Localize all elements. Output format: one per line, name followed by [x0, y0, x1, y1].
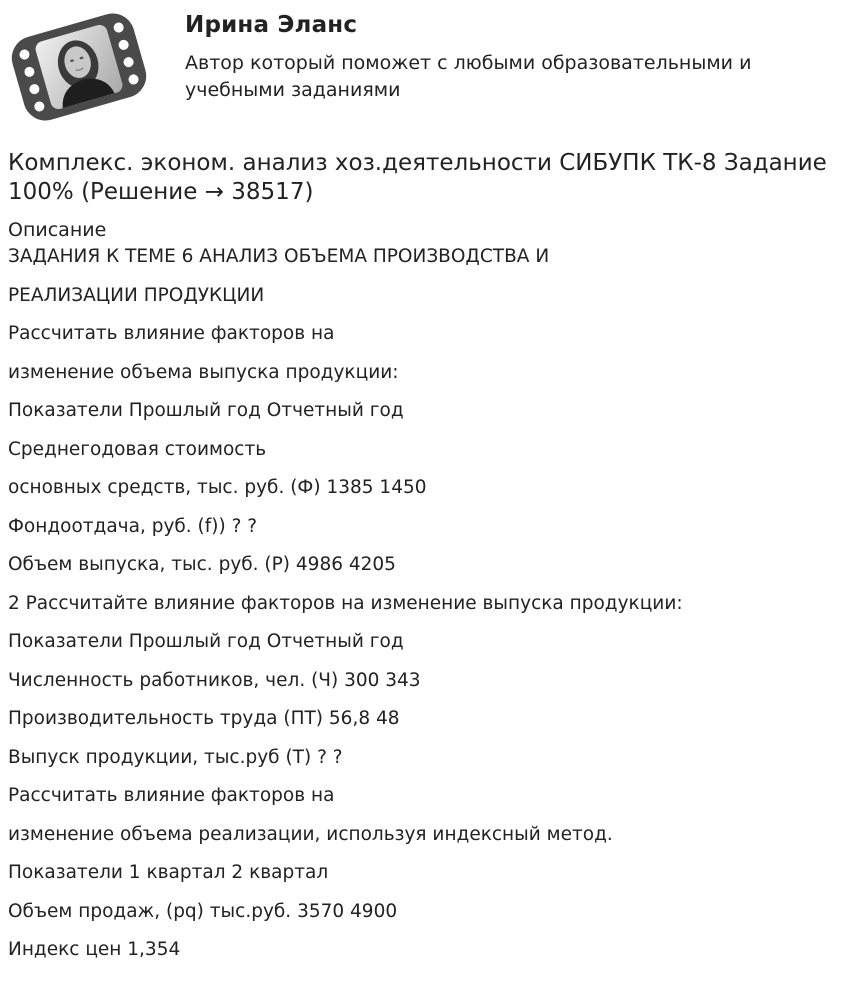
- description-line: изменение объема выпуска продукции:: [8, 361, 399, 383]
- description-line: ЗАДАНИЯ К ТЕМЕ 6 АНАЛИЗ ОБЪЕМА ПРОИЗВОДСТВА И: [8, 246, 550, 267]
- description-line: Рассчитать влияние факторов на: [8, 785, 335, 806]
- description-line: изменение объема реализации, используя индексный метод.: [8, 823, 613, 845]
- description-line: 2 Рассчитайте влияние факторов на изменение выпуска продукции:: [8, 592, 683, 614]
- description-body: [8, 243, 843, 975]
- page-title: Комплекс. эконом. анализ хоз.деятельности СИБУПК ТК-8 Задание 100% (Решение → 38517): [8, 150, 827, 205]
- description-line: основных средств, тыс. руб. (Ф) 1385 1450: [8, 477, 427, 498]
- description-line: Показатели Прошлый год Отчетный год: [8, 631, 404, 652]
- description-label: Описание: [8, 219, 107, 241]
- description-line: Объем выпуска, тыс. руб. (Р) 4986 4205: [8, 554, 396, 575]
- description-line: Выпуск продукции, тыс.руб (Т) ? ?: [8, 746, 343, 768]
- author-header: [0, 0, 847, 140]
- description-line: Фондоотдача, руб. (f)) ? ?: [8, 515, 258, 537]
- description-line: Рассчитать влияние факторов на: [8, 323, 335, 344]
- description-line: Среднегодовая стоимость: [8, 438, 267, 460]
- description-line: Показатели Прошлый год Отчетный год: [8, 400, 404, 421]
- author-name[interactable]: Ирина Эланс: [185, 12, 358, 38]
- description-line: Объем продаж, (pq) тыс.руб. 3570 4900: [8, 900, 398, 922]
- description-line: Индекс цен 1,354: [8, 939, 181, 960]
- author-description: Автор который поможет с любыми образовательными и учебными заданиями: [185, 52, 752, 101]
- description-line: Производительность труда (ПТ) 56,8 48: [8, 708, 400, 729]
- description-line: Численность работников, чел. (Ч) 300 343: [8, 669, 421, 691]
- avatar[interactable]: [6, 6, 152, 128]
- description-line: РЕАЛИЗАЦИИ ПРОДУКЦИИ: [8, 284, 265, 306]
- description-line: Показатели 1 квартал 2 квартал: [8, 862, 329, 883]
- author-photo-in-film-frame: [6, 6, 152, 128]
